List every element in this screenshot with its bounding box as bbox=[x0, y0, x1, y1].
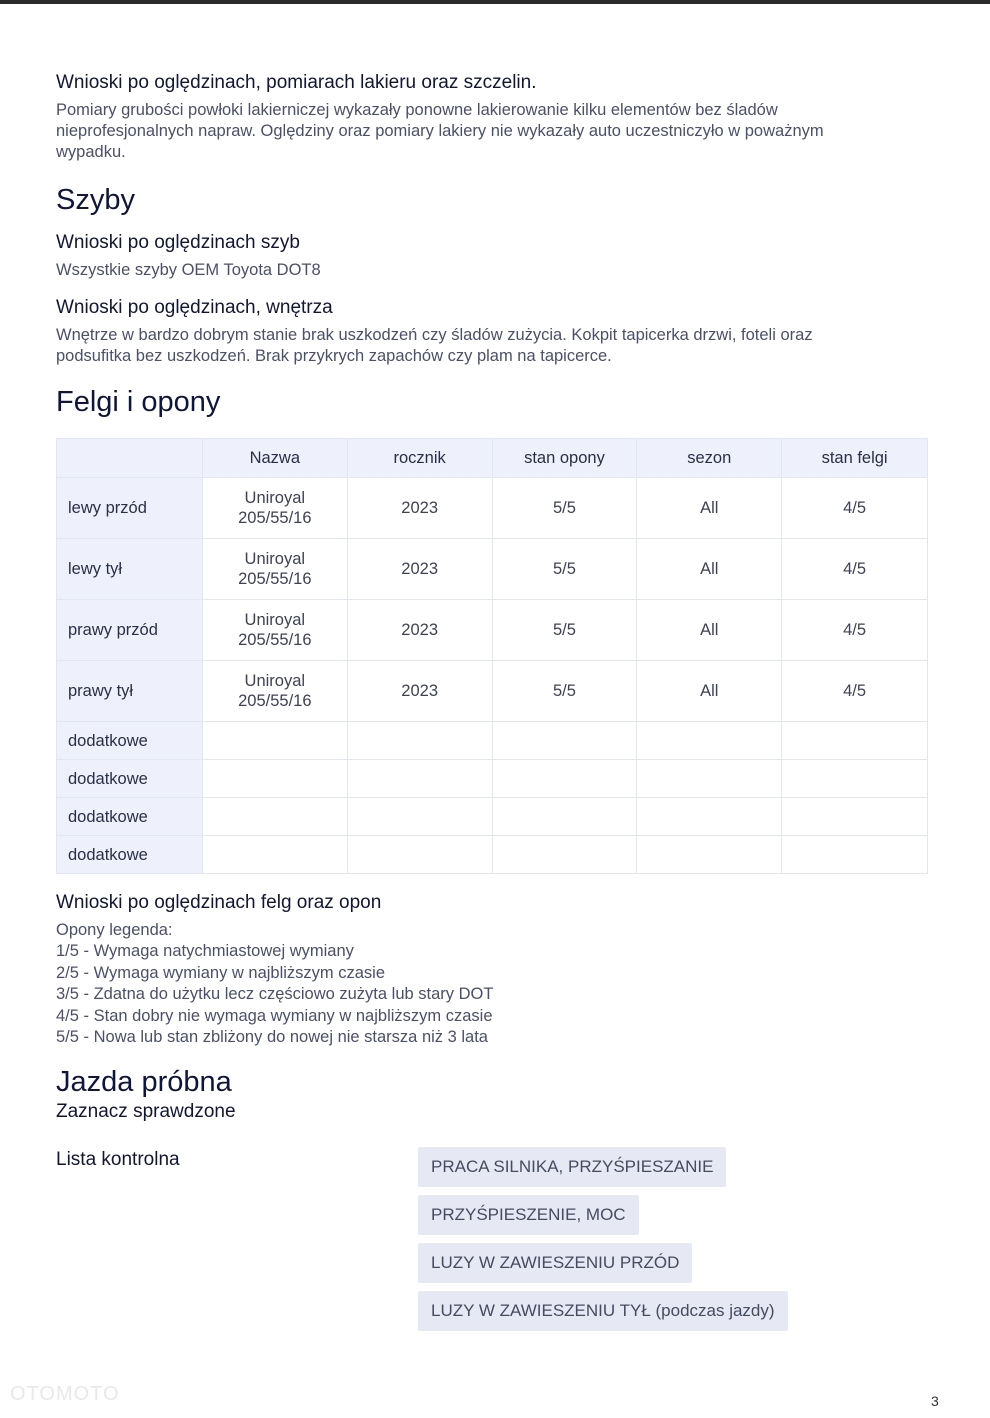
table-row-extra bbox=[57, 798, 928, 836]
column-header: rocznik bbox=[347, 439, 492, 478]
glass-conclusions-heading: Wnioski po oględzinach szyb bbox=[56, 232, 300, 253]
legend-line: 3/5 - Zdatna do użytku lecz częściowo zużyta lub stary DOT bbox=[56, 985, 494, 1004]
checklist-chip-front-suspension[interactable]: LUZY W ZAWIESZENIU PRZÓD bbox=[418, 1243, 692, 1283]
column-header: sezon bbox=[637, 439, 782, 478]
tire-condition-cell: 5/5 bbox=[492, 539, 637, 600]
tire-condition-cell: 5/5 bbox=[492, 600, 637, 661]
tire-size: 205/55/16 bbox=[238, 570, 312, 588]
table-row-extra bbox=[57, 760, 928, 798]
season-cell: All bbox=[637, 661, 782, 722]
season-cell: All bbox=[637, 478, 782, 539]
page-content bbox=[56, 70, 926, 1347]
row-label: lewy przód bbox=[57, 478, 203, 539]
season-cell: All bbox=[637, 539, 782, 600]
tire-size: 205/55/16 bbox=[238, 692, 312, 710]
checklist-chip-engine[interactable]: PRACA SILNIKA, PRZYŚPIESZANIE bbox=[418, 1147, 726, 1187]
year-cell: 2023 bbox=[347, 600, 492, 661]
checklist-chip-acceleration[interactable]: PRZYŚPIESZENIE, MOC bbox=[418, 1195, 639, 1235]
tire-name-cell bbox=[202, 478, 347, 539]
watermark-logo: OTOMOTO bbox=[10, 1383, 120, 1405]
table-row bbox=[57, 539, 928, 600]
column-header: stan opony bbox=[492, 439, 637, 478]
legend-line: 4/5 - Stan dobry nie wymaga wymiany w najbliższym czasie bbox=[56, 1006, 493, 1025]
tires-section-title: Felgi i opony bbox=[56, 386, 221, 418]
checklist-items bbox=[418, 1147, 788, 1339]
test-drive-subtitle: Zaznacz sprawdzone bbox=[56, 1101, 236, 1123]
page-number: 3 bbox=[931, 1393, 939, 1409]
row-label: dodatkowe bbox=[57, 722, 203, 760]
legend-line: 2/5 - Wymaga wymiany w najbliższym czasie bbox=[56, 963, 386, 982]
paint-conclusions-text: Pomiary grubości powłoki lakierniczej wykazały ponowne lakierowanie kilku elementów bez śladów nieprofesjonalnych napraw. Oględziny oraz pomiary lakiery nie wykazały auto uczestniczyło w poważnym wypadku. bbox=[56, 101, 824, 161]
tire-brand: Uniroyal bbox=[244, 611, 306, 629]
tire-brand: Uniroyal bbox=[244, 489, 306, 507]
table-row-extra bbox=[57, 836, 928, 874]
table-row bbox=[57, 600, 928, 661]
tires-table-header-row bbox=[57, 439, 928, 478]
rim-condition-cell: 4/5 bbox=[782, 539, 928, 600]
tire-name-cell bbox=[202, 600, 347, 661]
tire-size: 205/55/16 bbox=[238, 631, 312, 649]
tire-name-cell bbox=[202, 661, 347, 722]
column-header: Nazwa bbox=[202, 439, 347, 478]
row-label: dodatkowe bbox=[57, 760, 203, 798]
table-row bbox=[57, 478, 928, 539]
checklist-chip-rear-suspension[interactable]: LUZY W ZAWIESZENIU TYŁ (podczas jazdy) bbox=[418, 1291, 788, 1331]
tire-legend bbox=[56, 920, 926, 1048]
table-row-extra bbox=[57, 722, 928, 760]
rim-condition-cell: 4/5 bbox=[782, 600, 928, 661]
interior-conclusions-text: Wnętrze w bardzo dobrym stanie brak uszkodzeń czy śladów zużycia. Kokpit tapicerka drzwi, foteli oraz podsufitka bez uszkodzeń. Brak przykrych zapachów czy plam na tapicerce. bbox=[56, 326, 813, 365]
column-header: stan felgi bbox=[782, 439, 928, 478]
row-label: lewy tył bbox=[57, 539, 203, 600]
column-header bbox=[57, 439, 203, 478]
tires-conclusions-heading: Wnioski po oględzinach felg oraz opon bbox=[56, 892, 382, 913]
row-label: prawy tył bbox=[57, 661, 203, 722]
row-label: dodatkowe bbox=[57, 836, 203, 874]
season-cell: All bbox=[637, 600, 782, 661]
interior-conclusions-heading: Wnioski po oględzinach, wnętrza bbox=[56, 297, 333, 318]
year-cell: 2023 bbox=[347, 539, 492, 600]
checklist-label: Lista kontrolna bbox=[56, 1149, 180, 1171]
paint-conclusions-heading: Wnioski po oględzinach, pomiarach lakieru oraz szczelin. bbox=[56, 72, 537, 93]
tire-size: 205/55/16 bbox=[238, 509, 312, 527]
tire-condition-cell: 5/5 bbox=[492, 661, 637, 722]
tire-name-cell bbox=[202, 539, 347, 600]
test-drive-title: Jazda próbna bbox=[56, 1066, 232, 1099]
paint-section bbox=[56, 70, 926, 163]
glass-section-title: Szyby bbox=[56, 184, 135, 216]
year-cell: 2023 bbox=[347, 478, 492, 539]
rim-condition-cell: 4/5 bbox=[782, 478, 928, 539]
legend-line: Opony legenda: bbox=[56, 921, 173, 939]
tire-brand: Uniroyal bbox=[244, 550, 306, 568]
row-label: dodatkowe bbox=[57, 798, 203, 836]
legend-line: 5/5 - Nowa lub stan zbliżony do nowej nie starsza niż 3 lata bbox=[56, 1028, 488, 1047]
row-label: prawy przód bbox=[57, 600, 203, 661]
table-row bbox=[57, 661, 928, 722]
glass-conclusions-text: Wszystkie szyby OEM Toyota DOT8 bbox=[56, 261, 321, 279]
tire-condition-cell: 5/5 bbox=[492, 478, 637, 539]
year-cell: 2023 bbox=[347, 661, 492, 722]
legend-line: 1/5 - Wymaga natychmiastowej wymiany bbox=[56, 942, 354, 961]
rim-condition-cell: 4/5 bbox=[782, 661, 928, 722]
tires-table bbox=[56, 438, 928, 874]
checklist-area bbox=[56, 1147, 926, 1347]
tire-brand: Uniroyal bbox=[244, 672, 306, 690]
top-edge-bar bbox=[0, 0, 990, 4]
